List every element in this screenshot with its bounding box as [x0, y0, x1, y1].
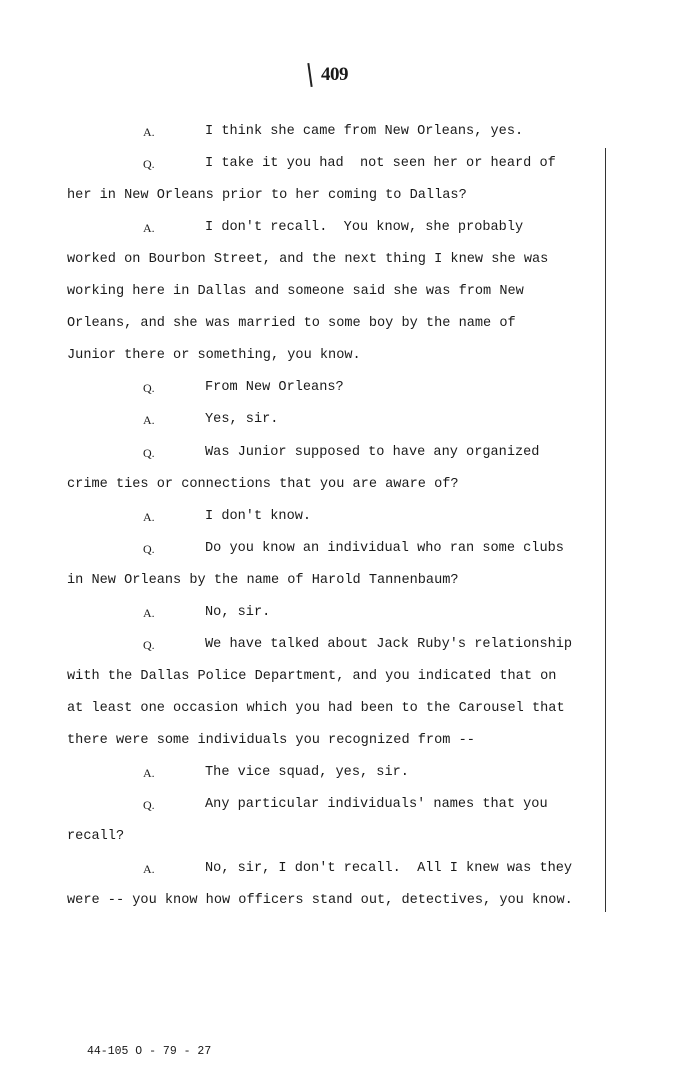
- transcript-line: Junior there or something, you know.: [67, 348, 361, 363]
- speaker-label: Q.: [143, 542, 155, 556]
- speaker-label: Q.: [143, 381, 155, 395]
- transcript-line: No, sir, I don't recall. All I knew was they: [205, 861, 573, 876]
- transcript-line: Was Junior supposed to have any organized: [205, 445, 540, 460]
- transcript-line: there were some individuals you recognized from --: [67, 733, 475, 748]
- transcript-line: I don't recall. You know, she probably: [205, 220, 524, 235]
- transcript-line: I don't know.: [205, 509, 312, 524]
- page-number: 409: [321, 64, 348, 85]
- page-footer: 44-105 O - 79 - 27: [87, 1045, 212, 1058]
- transcript-line: I think she came from New Orleans, yes.: [205, 124, 524, 139]
- speaker-label: A.: [143, 510, 155, 524]
- transcript-line: We have talked about Jack Ruby's relationship: [205, 637, 573, 652]
- speaker-label: Q.: [143, 446, 155, 460]
- transcript-line: From New Orleans?: [205, 380, 344, 395]
- transcript-line: with the Dallas Police Department, and you indicated that on: [67, 669, 557, 684]
- page-number-mark: [307, 63, 312, 87]
- speaker-label: Q.: [143, 638, 155, 652]
- speaker-label: A.: [143, 862, 155, 876]
- transcript-line: Yes, sir.: [205, 412, 279, 427]
- transcript-line: were -- you know how officers stand out, detectives, you know.: [67, 893, 573, 908]
- transcript-line: I take it you had not seen her or heard of: [205, 156, 556, 171]
- speaker-label: Q.: [143, 798, 155, 812]
- transcript-line: The vice squad, yes, sir.: [205, 765, 409, 780]
- speaker-label: A.: [143, 606, 155, 620]
- transcript-line: crime ties or connections that you are aware of?: [67, 477, 459, 492]
- transcript-line: in New Orleans by the name of Harold Tannenbaum?: [67, 573, 459, 588]
- transcript-line: Any particular individuals' names that you: [205, 797, 548, 812]
- speaker-label: Q.: [143, 157, 155, 171]
- transcript-line: her in New Orleans prior to her coming to Dallas?: [67, 188, 467, 203]
- speaker-label: A.: [143, 766, 155, 780]
- speaker-label: A.: [143, 413, 155, 427]
- margin-bar: [605, 148, 606, 912]
- transcript-line: recall?: [67, 829, 125, 844]
- speaker-label: A.: [143, 221, 155, 235]
- transcript-line: at least one occasion which you had been to the Carousel that: [67, 701, 565, 716]
- speaker-label: A.: [143, 125, 155, 139]
- transcript-line: Orleans, and she was married to some boy by the name of: [67, 316, 516, 331]
- transcript-line: No, sir.: [205, 605, 271, 620]
- transcript-line: working here in Dallas and someone said she was from New: [67, 284, 524, 299]
- transcript-line: Do you know an individual who ran some clubs: [205, 541, 564, 556]
- transcript-line: worked on Bourbon Street, and the next thing I knew she was: [67, 252, 549, 267]
